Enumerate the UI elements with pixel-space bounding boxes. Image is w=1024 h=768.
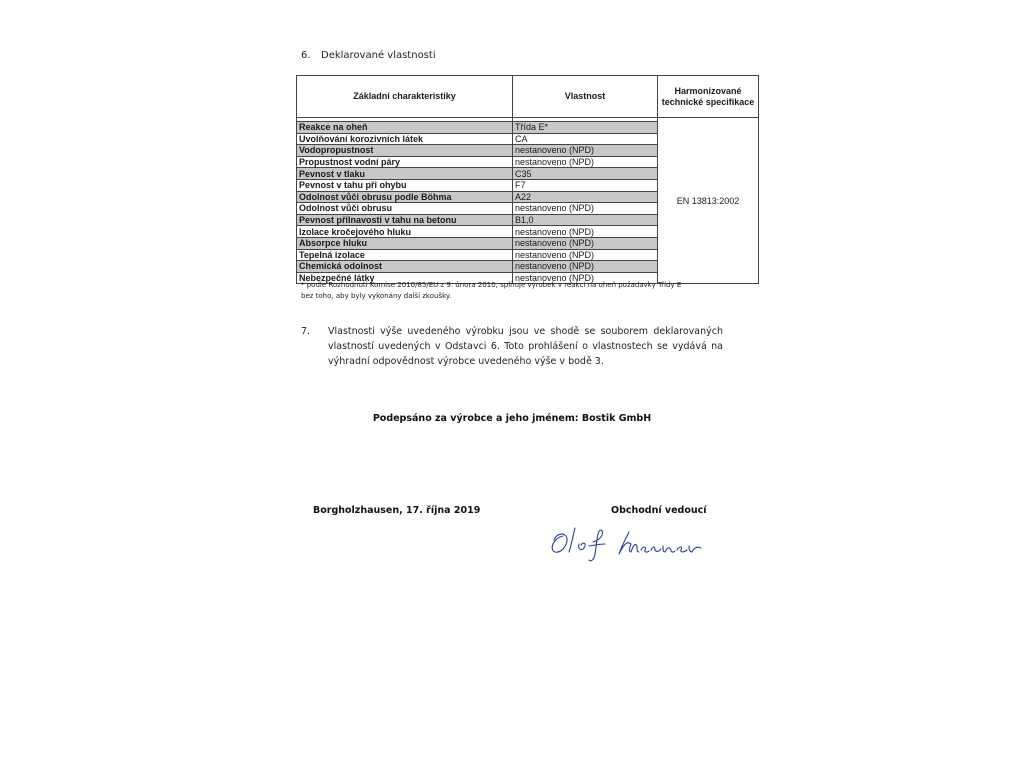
row-value: nestanoveno (NPD) — [513, 203, 658, 215]
row-characteristic: Odolnost vůči obrusu — [297, 203, 513, 215]
row-value: nestanoveno (NPD) — [513, 261, 658, 273]
section-title: Deklarované vlastnosti — [321, 50, 436, 61]
row-characteristic: Izolace kročejového hluku — [297, 226, 513, 238]
row-characteristic: Pevnost v tahu při ohybu — [297, 179, 513, 191]
row-characteristic: Vodopropustnost — [297, 145, 513, 157]
signer-role: Obchodní vedoucí — [611, 505, 707, 516]
section-6-heading — [301, 50, 436, 61]
section-number: 6. — [301, 50, 311, 61]
footnote — [301, 280, 741, 302]
row-value: F7 — [513, 179, 658, 191]
section-7-number: 7. — [301, 326, 311, 337]
row-characteristic: Propustnost vodní páry — [297, 156, 513, 168]
row-value: B1,0 — [513, 214, 658, 226]
row-characteristic: Nebezpečné látky — [297, 272, 513, 284]
footnote-line-2: bez toho, aby byly vykonány další zkoušky. — [301, 292, 452, 300]
header-characteristic: Základní charakteristiky — [297, 76, 513, 118]
row-value: Třída E* — [513, 122, 658, 134]
row-characteristic: Pevnost v tlaku — [297, 168, 513, 180]
row-value: CA — [513, 133, 658, 145]
row-value: nestanoveno (NPD) — [513, 272, 658, 284]
footnote-line-1: * podle Rozhodnutí Komise 2010/85/EU z 9. února 2010, splňuje výrobek v reakci na oheň požadavky Třídy E — [301, 281, 682, 289]
row-value: nestanoveno (NPD) — [513, 237, 658, 249]
signed-for-line: Podepsáno za výrobce a jeho jménem: Bostik GmbH — [372, 413, 652, 424]
spec-value: EN 13813:2002 — [676, 195, 740, 206]
section-7 — [301, 324, 723, 369]
row-characteristic: Uvolňování korozivních látek — [297, 133, 513, 145]
properties-table — [296, 75, 759, 284]
spec-cell — [658, 118, 759, 284]
row-value: nestanoveno (NPD) — [513, 226, 658, 238]
row-value: nestanoveno (NPD) — [513, 156, 658, 168]
place-and-date: Borgholzhausen, 17. října 2019 — [313, 505, 481, 516]
row-characteristic: Absorpce hluku — [297, 237, 513, 249]
table-header-row — [297, 76, 759, 118]
row-characteristic: Tepelná izolace — [297, 249, 513, 261]
section-7-text: Vlastnosti výše uvedeného výrobku jsou ve shodě se souborem deklarovaných vlastností uvedených v Odstavci 6. Toto prohlášení o vlastnostech se vydává na výhradní odpovědnost výrobce uvedeného výše v bodě 3. — [328, 326, 723, 367]
row-characteristic: Reakce na oheň — [297, 122, 513, 134]
handwritten-signature — [545, 522, 725, 564]
row-characteristic: Odolnost vůči obrusu podle Böhma — [297, 191, 513, 203]
header-property: Vlastnost — [513, 76, 658, 118]
row-value: C35 — [513, 168, 658, 180]
row-characteristic: Chemická odolnost — [297, 261, 513, 273]
row-characteristic: Pevnost přilnavosti v tahu na betonu — [297, 214, 513, 226]
row-value: nestanoveno (NPD) — [513, 145, 658, 157]
signature-strokes — [552, 528, 701, 561]
header-spec: Harmonizované technické specifikace — [658, 76, 759, 118]
row-value: nestanoveno (NPD) — [513, 249, 658, 261]
row-value: A22 — [513, 191, 658, 203]
